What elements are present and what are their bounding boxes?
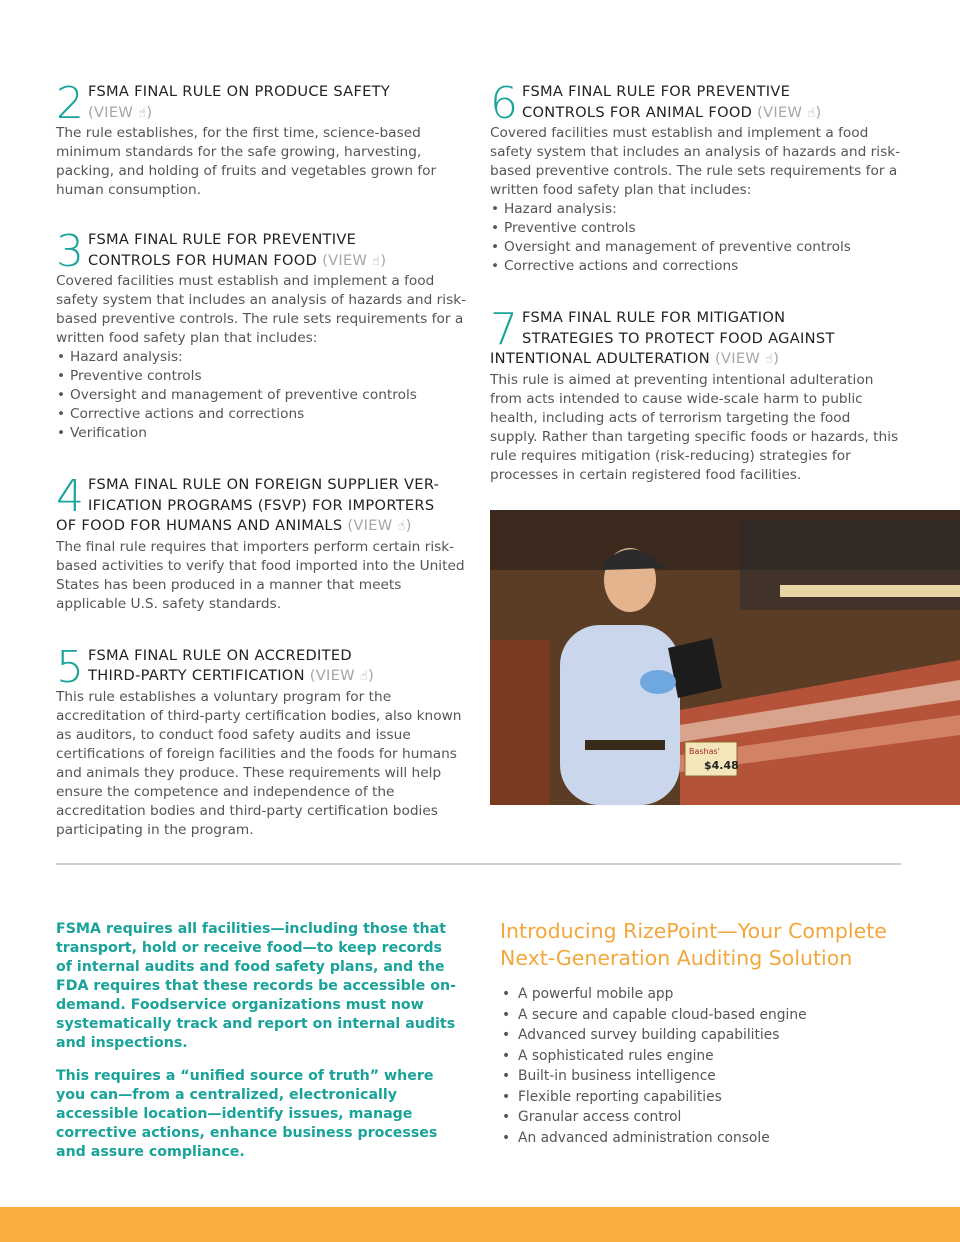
rule-6-view-link[interactable]: (VIEW ☝) xyxy=(757,103,822,121)
view-label: (VIEW xyxy=(347,517,393,534)
feature-list xyxy=(500,984,910,1148)
rule-3-heading xyxy=(56,226,468,277)
list-item: • Oversight and management of preventive controls xyxy=(490,238,902,257)
rule-4-title-line2: IFICATION PROGRAMS (FSVP) FOR IMPORTERS xyxy=(88,496,435,514)
list-item: • Hazard analysis: xyxy=(490,200,902,219)
list-item: • Flexible reporting capabilities xyxy=(500,1087,910,1108)
rule-4-heading xyxy=(56,471,468,538)
rule-7-view-link[interactable]: (VIEW ☝) xyxy=(714,350,780,367)
rule-7-section xyxy=(490,304,902,485)
rule-4-title-line1: FSMA FINAL RULE ON FOREIGN SUPPLIER VER- xyxy=(88,476,440,493)
shelf-tag-price: $4.48 xyxy=(704,759,739,772)
rizepoint-intro xyxy=(500,918,910,1148)
rule-3-title-line1: FSMA FINAL RULE FOR PREVENTIVE xyxy=(88,231,357,248)
rule-7-body: This rule is aimed at preventing intentional adulteration from acts intended to cause wide-scale harm to public health, including acts of terrorism targeting the food supply. Rather than targeting specific foods or hazards, this rule requires mitigation (risk-reducing) strategies for processes in certain registered food facilities. xyxy=(490,371,899,483)
list-item: • Verification xyxy=(56,424,468,443)
inspector-shirt xyxy=(560,625,680,805)
callout-paragraph-1: FSMA requires all facilities—including those that transport, hold or receive food—to keep records of internal audits and food safety plans, and the FDA requires that these records be accessible on-demand. Foodservice organizations must now systematically track and report on internal audits and inspections. xyxy=(56,921,456,1051)
rule-6-heading xyxy=(490,78,902,129)
rule-3-number: 3 xyxy=(56,226,85,277)
list-item: • A powerful mobile app xyxy=(500,984,910,1005)
hand-pointer-icon: ☝ xyxy=(359,669,369,684)
rule-3-section xyxy=(56,226,468,443)
rule-4-section xyxy=(56,471,468,614)
list-item: • Hazard analysis: xyxy=(56,348,468,367)
list-item: • Corrective actions and corrections xyxy=(490,257,902,276)
hand-pointer-icon: ☝ xyxy=(397,519,406,534)
rule-6-title-line2: CONTROLS FOR ANIMAL FOOD xyxy=(522,103,753,121)
rule-4-body: The final rule requires that importers perform certain risk-based activities to verify that food imported into the United States has been produced in a manner that meets applicable U.S. safety standards. xyxy=(56,538,465,612)
view-label: (VIEW xyxy=(714,350,761,367)
hand-pointer-icon: ☝ xyxy=(765,352,774,367)
view-label: (VIEW xyxy=(757,103,803,121)
rule-4-number: 4 xyxy=(56,471,85,522)
view-label: (VIEW xyxy=(88,103,134,121)
rule-6-title-line1: FSMA FINAL RULE FOR PREVENTIVE xyxy=(522,83,791,100)
rule-6-body-text: Covered facilities must establish and implement a food safety system that includes an analysis of hazards and risk-based preventive controls. The rule sets requirements for a written food safety plan that includes: xyxy=(490,125,901,198)
rule-3-body-text: Covered facilities must establish and implement a food safety system that includes an analysis of hazards and risk-based preventive controls. The rule sets requirements for a written food safety plan that includes: xyxy=(56,273,467,346)
list-item: • Advanced survey building capabilities xyxy=(500,1025,910,1046)
rule-4-view-link[interactable]: (VIEW ☝) xyxy=(347,517,412,534)
view-label: (VIEW xyxy=(309,667,355,684)
intro-title: Introducing RizePoint—Your Complete Next-Generation Auditing Solution xyxy=(500,919,887,970)
footer-bar xyxy=(0,1207,960,1242)
hand-pointer-icon: ☝ xyxy=(138,105,147,121)
section-divider xyxy=(56,863,901,865)
view-label: (VIEW xyxy=(322,251,368,269)
rule-5-heading xyxy=(56,641,468,693)
rule-6-number: 6 xyxy=(490,78,519,129)
list-item: • A sophisticated rules engine xyxy=(500,1046,910,1067)
fsma-callout xyxy=(56,920,461,1176)
rule-7-title-line1: FSMA FINAL RULE FOR MITIGATION xyxy=(522,309,786,326)
inspector-belt xyxy=(585,740,665,750)
list-item: • A secure and capable cloud-based engine xyxy=(500,1005,910,1026)
rule-2-title-line1: FSMA FINAL RULE ON PRODUCE SAFETY xyxy=(88,83,391,100)
rule-2-heading xyxy=(56,78,468,129)
rule-7-heading xyxy=(490,304,902,371)
rule-6-body xyxy=(490,124,902,276)
rule-5-title-line2: THIRD-PARTY CERTIFICATION xyxy=(88,667,305,684)
right-column xyxy=(490,78,902,509)
rule-2-section xyxy=(56,78,468,200)
rule-5-number: 5 xyxy=(56,641,85,693)
list-item: • Oversight and management of preventive controls xyxy=(56,386,468,405)
callout-paragraph-2: This requires a “unified source of truth” where you can—from a centralized, electronically accessible location—identify issues, manage corrective actions, enhance business processes and assure compliance. xyxy=(56,1068,438,1160)
left-column xyxy=(56,78,468,864)
rule-5-section xyxy=(56,641,468,840)
rule-3-title-line2: CONTROLS FOR HUMAN FOOD xyxy=(88,251,318,269)
shelf-light xyxy=(780,585,960,597)
rule-7-title-line2: STRATEGIES TO PROTECT FOOD AGAINST xyxy=(522,329,835,347)
rule-4-title-line3: OF FOOD FOR HUMANS AND ANIMALS xyxy=(56,517,343,534)
hand-pointer-icon: ☝ xyxy=(807,105,816,121)
grocery-inspector-photo xyxy=(490,510,960,805)
photo-illustration xyxy=(490,510,960,805)
list-item: • Corrective actions and corrections xyxy=(56,405,468,424)
shelf-tag-brand: Bashas' xyxy=(689,747,720,756)
blue-glove xyxy=(640,670,676,694)
rule-3-bullets xyxy=(56,348,468,443)
rule-6-bullets xyxy=(490,200,902,276)
rule-7-title-line3: INTENTIONAL ADULTERATION xyxy=(490,350,711,367)
list-item: • Preventive controls xyxy=(490,219,902,238)
rule-5-body: This rule establishes a voluntary program for the accreditation of third-party certification bodies, also known as auditors, to conduct food safety audits and issue certifications of foreign facilities and the foods for humans and animals they produce. These requirements will help ensure the competence and independence of the accreditation bodies and third-party certification bodies participating in the program. xyxy=(56,688,462,838)
rule-5-view-link[interactable]: (VIEW ☝) xyxy=(309,667,375,684)
rule-6-section xyxy=(490,78,902,276)
rule-7-number: 7 xyxy=(490,304,519,355)
rule-2-body: The rule establishes, for the first time, science-based minimum standards for the safe growing, harvesting, packing, and holding of fruits and vegetables grown for human consumption. xyxy=(56,125,437,198)
list-item: • An advanced administration console xyxy=(500,1128,910,1149)
side-case xyxy=(490,640,550,805)
rule-2-view-link[interactable]: (VIEW ☝) xyxy=(88,103,153,121)
rule-3-view-link[interactable]: (VIEW ☝) xyxy=(322,251,387,269)
list-item: • Granular access control xyxy=(500,1107,910,1128)
hand-pointer-icon: ☝ xyxy=(372,253,381,269)
rule-5-title-line1: FSMA FINAL RULE ON ACCREDITED xyxy=(88,646,352,664)
list-item: • Preventive controls xyxy=(56,367,468,386)
rule-2-number: 2 xyxy=(56,78,85,129)
rule-3-body xyxy=(56,272,468,443)
list-item: • Built-in business intelligence xyxy=(500,1066,910,1087)
